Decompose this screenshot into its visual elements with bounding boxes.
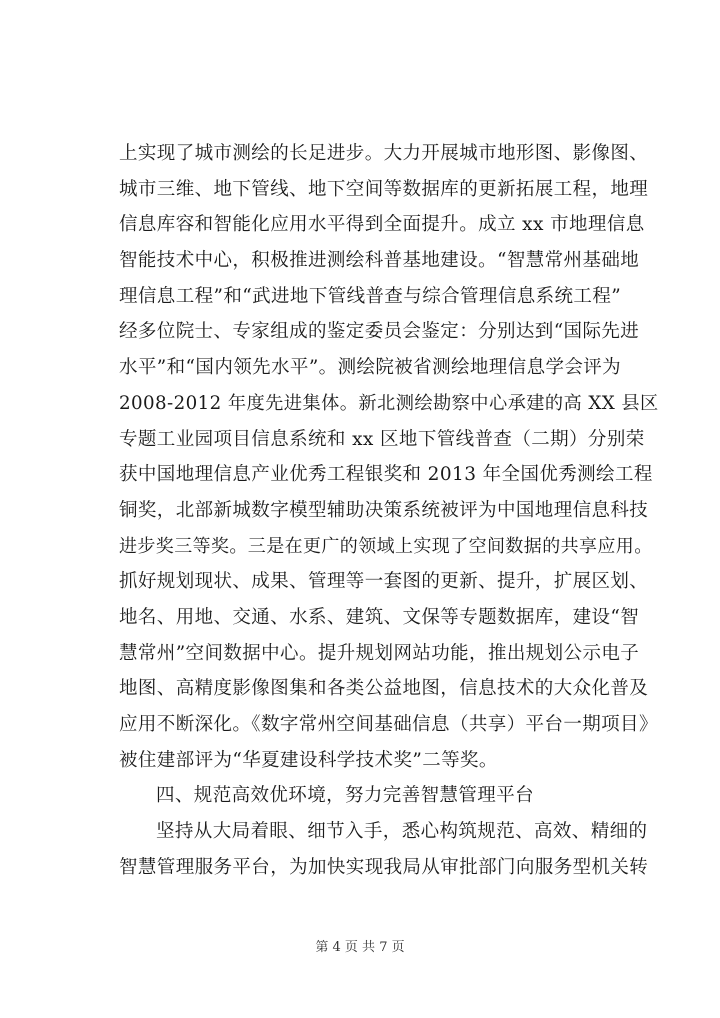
text-line-12: 进步奖三等奖。三是在更广的领域上实现了空间数据的共享应用。	[119, 535, 653, 557]
text-line-1: 上实现了城市测绘的长足进步。大力开展城市地形图、影像图、	[119, 143, 649, 164]
text-line-9: 专题工业园项目信息系统和 xx 区地下管线普查（二期）分别荣	[119, 428, 645, 450]
text-line-15: 慧常州”空间数据中心。提升规划网站功能，推出规划公示电子	[119, 642, 640, 664]
text-line-8: 2008-2012 年度先进集体。新北测绘勘察中心承建的高 XX 县区	[119, 392, 659, 414]
text-line-14: 地名、用地、交通、水系、建筑、文保等专题数据库，建设“智	[119, 606, 640, 628]
text-line-7: 水平”和“国内领先水平”。测绘院被省测绘地理信息学会评为	[119, 357, 622, 379]
body-text	[119, 136, 659, 885]
page-number: 第 4 页 共 7 页	[315, 940, 405, 955]
text-line-5: 理信息工程”和“武进地下管线普查与综合管理信息系统工程”	[119, 285, 622, 307]
section-heading: 四、规范高效优环境，努力完善智慧管理平台	[156, 785, 535, 807]
text-line-6: 经多位院士、专家组成的鉴定委员会鉴定：分别达到“国际先进	[119, 321, 640, 343]
text-line-11: 铜奖，北部新城数字模型辅助决策系统被评为中国地理信息科技	[119, 499, 649, 521]
text-line-4: 智能技术中心，积极推进测绘科普基地建设。“智慧常州基础地	[119, 250, 640, 272]
text-line-2: 城市三维、地下管线、地下空间等数据库的更新拓展工程，地理	[119, 178, 649, 200]
text-line-10: 获中国地理信息产业优秀工程银奖和 2013 年全国优秀测绘工程	[119, 464, 653, 486]
text-line-16: 地图、高精度影像图集和各类公益地图，信息技术的大众化普及	[119, 678, 649, 700]
paragraph-line-1: 坚持从大局着眼、细节入手，悉心构筑规范、高效、精细的	[156, 821, 648, 843]
paragraph-line-2: 智慧管理服务平台，为加快实现我局从审批部门向服务型机关转	[119, 856, 649, 878]
text-line-17: 应用不断深化。《数字常州空间基础信息（共享）平台一期项目》	[119, 714, 658, 735]
text-line-3: 信息库容和智能化应用水平得到全面提升。成立 xx 市地理信息	[119, 214, 645, 236]
text-line-18: 被住建部评为“华夏建设科学技术奖”二等奖。	[119, 749, 498, 771]
text-line-13: 抓好规划现状、成果、管理等一套图的更新、提升，扩展区划、	[119, 571, 649, 593]
